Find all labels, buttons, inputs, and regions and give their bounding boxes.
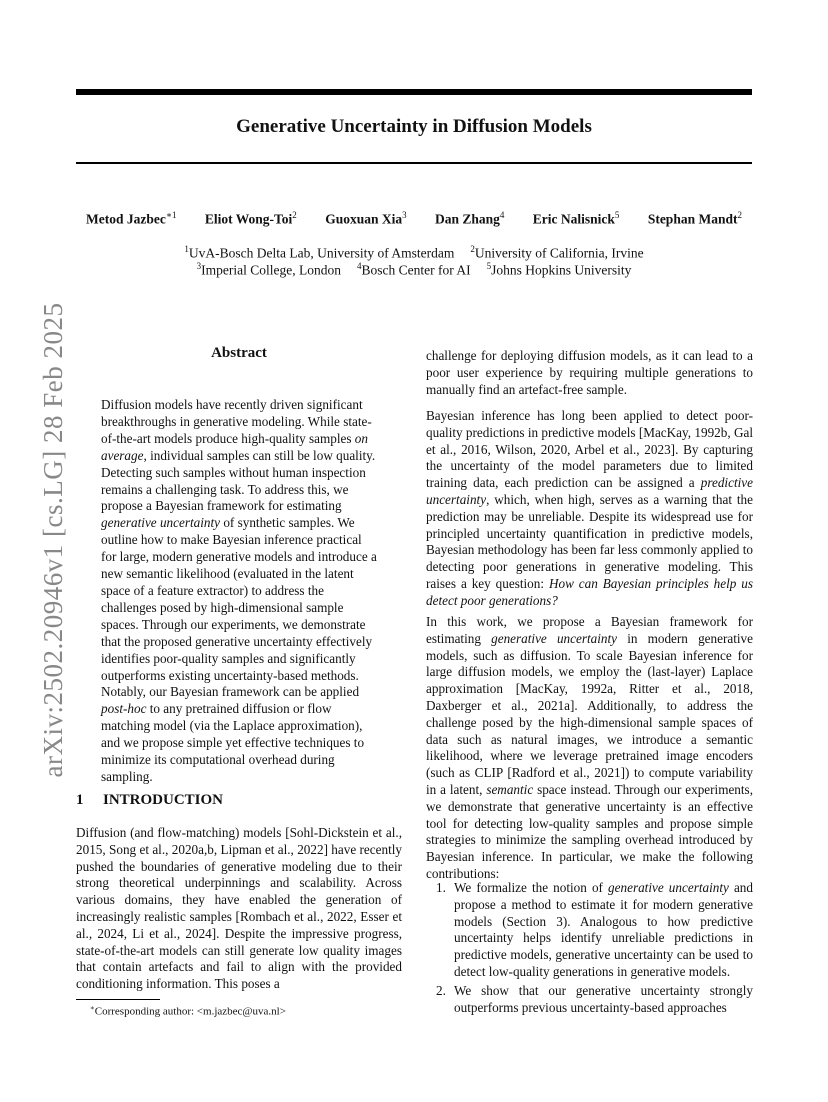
author-list xyxy=(76,210,752,228)
author: Eliot Wong-Toi$^2$ xyxy=(204,210,297,227)
abstract-text: Diffusion models have recently driven significant breakthroughs in generative modeling. While state-of-the-art models produce high-quality samples on average, individual samples can still be low quality. Detecting such samples without human inspection remains a challenging task. To address this, we propose a Bayesian framework for estimating generative uncertainty of synthetic samples. We outline how to make Bayesian inference practical for large, modern generative models and introduce a new semantic likelihood (evaluated in the latent space of a feature extractor) to address the challenges posed by high-dimensional sample spaces. Through our experiments, we demonstrate that the proposed generative uncertainty effectively identifies poor-quality samples and significantly outperforms existing uncertainty-based methods. Notably, our Bayesian framework can be applied post-hoc to any pretrained diffusion or flow matching model (via the Laplace approximation), and we propose simple yet effective techniques to minimize its computational overhead during sampling. xyxy=(101,397,377,784)
author: Eric Nalisnick$^5$ xyxy=(532,210,620,227)
right-paragraph-1: Bayesian inference has long been applied to detect poor-quality predictions in predictive models [MacKay, 1992b, Gal et al., 2016, Wilson, 2020, Arbel et al., 2023]. By capturing the uncertainty of the model parameters due to limited training data, each prediction can be assigned a predictive uncertainty, which, when high, serves as a warning that the prediction may be unreliable. Despite its widespread use for principled uncertainty quantification in predictive models, Bayesian methodology has been far less commonly applied to detecting poor generations in generative modeling. This raises a key question: How can Bayesian principles help us detect poor generations? xyxy=(426,408,754,608)
footnote-rule xyxy=(76,999,160,1000)
abstract-heading: Abstract xyxy=(211,345,267,361)
intro-paragraph: Diffusion (and flow-matching) models [Sohl-Dickstein et al., 2015, Song et al., 2020a,b, Lipman et al., 2022] have recently pushed the boundaries of generative modeling due to their strong theoretical underpinnings and scalability. Across various domains, they have enabled the generation of increasingly realistic samples [Rombach et al., 2022, Esser et al., 2024, Li et al., 2024]. Despite the impressive progress, state-of-the-art models can still generate low quality images that contain artefacts and fail to align with the provided conditioning information. This poses a xyxy=(76,825,402,992)
list-item: 2. We show that our generative uncertainty strongly outperforms previous uncertainty-based approaches xyxy=(436,982,753,1015)
paper-title: Generative Uncertainty in Diffusion Models xyxy=(236,116,592,137)
affiliations-line-2: $^3$Imperial College, London $^4$Bosch Center for AI $^5$Johns Hopkins University xyxy=(196,261,632,278)
affiliations-line-1: $^1$UvA-Bosch Delta Lab, University of Amsterdam $^2$University of California, Irvine xyxy=(184,244,644,261)
contributions-list xyxy=(436,880,753,1018)
author: Metod Jazbec$^{∗1}$ xyxy=(86,210,177,227)
title-rule xyxy=(76,162,752,164)
footnote: ∗Corresponding author: <m.jazbec@uva.nl> xyxy=(90,1004,286,1018)
section-heading: 1 INTRODUCTION xyxy=(76,792,224,808)
author: Dan Zhang$^4$ xyxy=(434,210,505,227)
author: Guoxuan Xia$^3$ xyxy=(325,210,407,227)
list-item: 1. We formalize the notion of generative uncertainty and propose a method to estimate it for modern generative models (Section 3). Analogous to how predictive uncertainty helps identify unreliable predictions in predictive models, generative uncertainty can be used to detect low-quality generations in generative models. xyxy=(436,880,753,979)
right-paragraph-0: challenge for deploying diffusion models, as it can lead to a poor user experience by requiring multiple generations to manually find an artefact-free sample. xyxy=(426,348,753,397)
right-paragraph-2: In this work, we propose a Bayesian framework for estimating generative uncertainty in modern generative models, such as diffusion. To scale Bayesian inference for large diffusion models, we employ the (last-layer) Laplace approximation [MacKay, 1992a, Ritter et al., 2018, Daxberger et al., 2021a]. Additionally, to address the challenge posed by the high-dimensional sample spaces of data such as natural images, we introduce a semantic likelihood, where we leverage pretrained image encoders (such as CLIP [Radford et al., 2021]) to compute variability in a latent, semantic space instead. Through our experiments, we demonstrate that generative uncertainty is an effective tool for detecting low-quality samples and propose simple strategies to minimize the sampling overhead introduced by Bayesian inference. In particular, we make the following contributions: xyxy=(426,614,753,881)
author: Stephan Mandt$^2$ xyxy=(647,210,742,227)
top-rule xyxy=(76,89,752,95)
arxiv-stamp: arXiv:2502.20946v1 [cs.LG] 28 Feb 2025 xyxy=(38,302,68,778)
